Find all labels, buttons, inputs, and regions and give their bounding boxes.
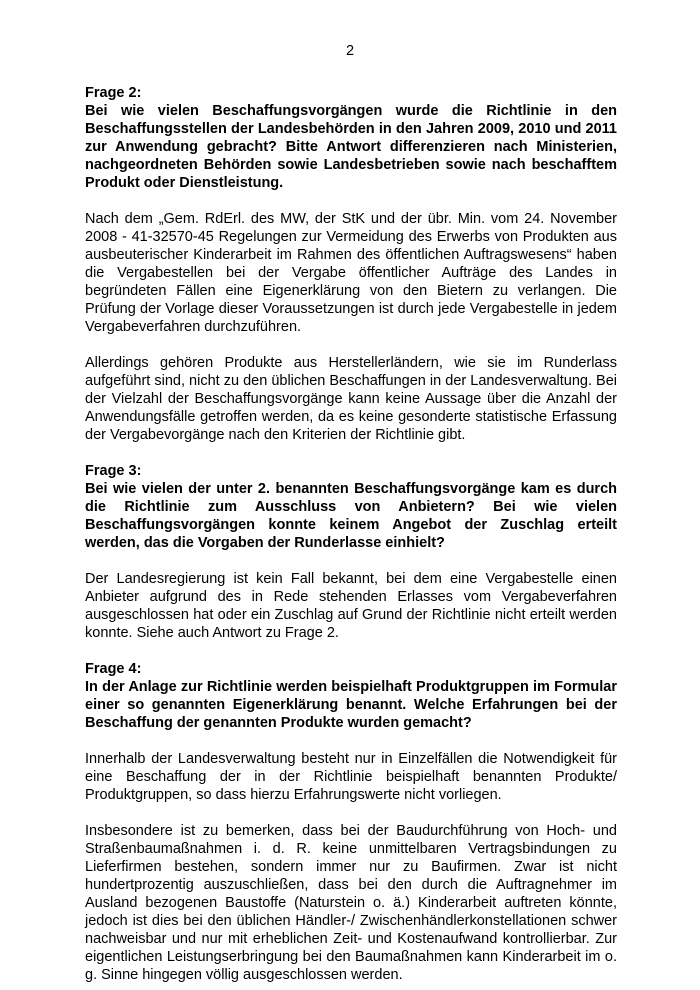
answer-paragraph: Nach dem „Gem. RdErl. des MW, der StK und der übr. Min. vom 24. November 2008 - 41-32570-45 Regelungen zur Vermeidung des Erwerbs von Produkten aus ausbeuterischer Kinderarbeit im Rahmen des öffentlichen Auftragswesens“ haben die Vergabestellen bei der Vergabe öffentlicher Aufträge des Landes in begründeten Fällen eine Eigenerklärung von den Bietern zu verlangen. Die Prüfung der Vorlage dieser Voraussetzungen ist durch jede Vergabestelle in jedem Vergabeverfahren durchzuführen. — [85, 211, 617, 335]
question-label: Frage 4: — [85, 661, 142, 677]
answer-paragraph: Der Landesregierung ist kein Fall bekannt, bei dem eine Vergabestelle einen Anbieter aufgrund des in Rede stehenden Erlasses vom Vergabeverfahren ausgeschlossen hat oder ein Zuschlag auf Grund der Richtlinie nicht erteilt werden konnte. Siehe auch Antwort zu Frage 2. — [85, 571, 617, 641]
section-frage-2 — [85, 84, 617, 444]
question-text: In der Anlage zur Richtlinie werden beispielhaft Produktgruppen im Formular einer so genannten Eigenerklärung benannt. Welche Erfahrungen bei der Beschaffung der genannten Produkte wurden gemacht? — [85, 679, 617, 731]
question-text: Bei wie vielen der unter 2. benannten Beschaffungsvorgänge kam es durch die Richtlinie zum Ausschluss von Anbietern? Bei wie vielen Beschaffungsvorgängen konnte keinem Angebot der Zuschlag erteilt werden, das die Vorgaben der Runderlasse einhielt? — [85, 481, 617, 551]
section-frage-3 — [85, 462, 617, 642]
answer-paragraph: Insbesondere ist zu bemerken, dass bei der Baudurchführung von Hoch- und Straßenbaumaßnahmen i. d. R. keine unmittelbaren Vertragsbindungen zu Lieferfirmen bestehen, sondern immer nur zu Baufirmen. Zwar ist nicht hundertprozentig auszuschließen, dass bei den durch die Auftragnehmer im Ausland bezogenen Baustoffe (Naturstein o. ä.) Kinderarbeit auftreten könnte, jedoch ist dies bei den üblichen Händler-/ Zwischenhändlerkonstellationen schwer nachweisbar und nur mit erheblichen Zeit- und Kostenaufwand kontrollierbar. Zur eigentlichen Leistungserbringung bei den Baumaßnahmen kann Kinderarbeit im o. g. Sinne hingegen völlig ausgeschlossen werden. — [85, 823, 617, 983]
question-label: Frage 2: — [85, 85, 142, 101]
section-frage-4 — [85, 660, 617, 984]
answer-paragraph: Innerhalb der Landesverwaltung besteht nur in Einzelfällen die Notwendigkeit für eine Beschaffung der in der Richtlinie beispielhaft benannten Produkte/ Produktgruppen, so dass hierzu Erfahrungswerte nicht vorliegen. — [85, 751, 617, 803]
answer-paragraph: Allerdings gehören Produkte aus Herstellerländern, wie sie im Runderlass aufgeführt sind, nicht zu den üblichen Beschaffungen in der Landesverwaltung. Bei der Vielzahl der Beschaffungsvorgänge kann keine Aussage über die Anzahl der Anwendungsfälle getroffen werden, da es keine gesonderte statistische Erfassung der Vergabevorgänge nach den Kriterien der Richtlinie gibt. — [85, 355, 617, 443]
question-label: Frage 3: — [85, 463, 142, 479]
question-text: Bei wie vielen Beschaffungsvorgängen wurde die Richtlinie in den Beschaffungsstellen der Landesbehörden in den Jahren 2009, 2010 und 2011 zur Anwendung gebracht? Bitte Antwort differenzieren nach Ministerien, nachgeordneten Behörden sowie Landesbetrieben sowie nach beschafftem Produkt oder Dienstleistung. — [85, 103, 617, 191]
page-number: 2 — [345, 43, 355, 59]
document-body — [85, 84, 617, 984]
